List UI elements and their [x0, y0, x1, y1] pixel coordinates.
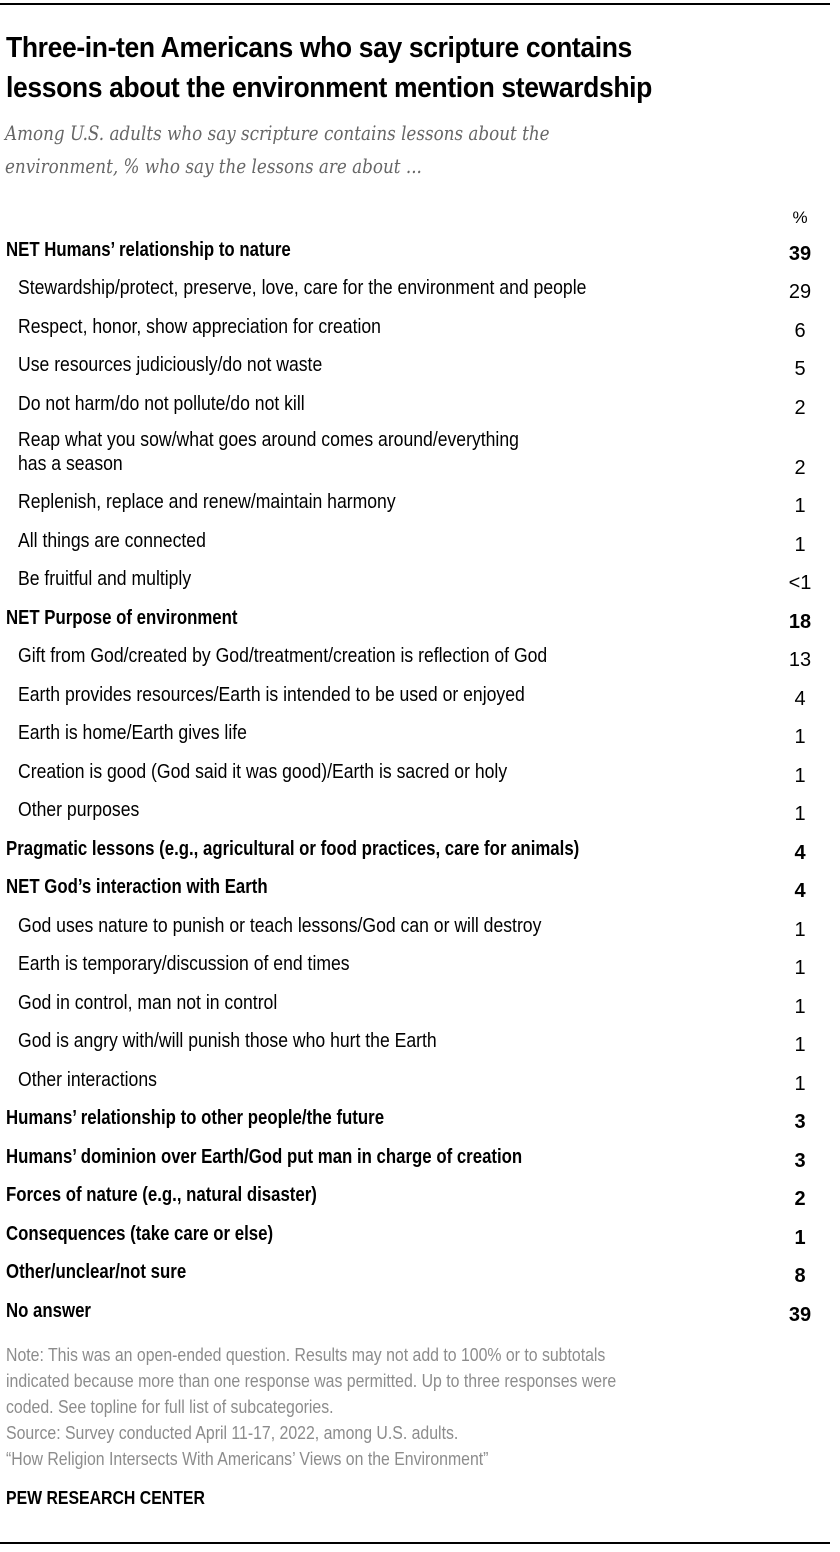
row-label-line: Do not harm/do not pollute/do not kill	[18, 392, 305, 415]
row-value: 29	[788, 281, 812, 303]
table-row	[0, 562, 840, 601]
table-row	[0, 754, 840, 793]
table-row	[0, 386, 840, 425]
row-label-line: Humans’ relationship to other people/the future	[6, 1107, 385, 1129]
row-label	[6, 1183, 317, 1207]
row-value: 1	[794, 495, 806, 517]
row-label-line: Other interactions	[18, 1068, 157, 1091]
row-label	[18, 644, 547, 668]
top-rule	[0, 3, 830, 5]
row-value: <1	[788, 572, 812, 594]
row-label	[6, 1106, 384, 1130]
table-row	[0, 425, 840, 485]
row-value: 2	[794, 1188, 806, 1210]
row-value: 39	[788, 242, 812, 265]
table-row	[0, 947, 840, 986]
row-label-line: No answer	[6, 1299, 91, 1322]
row-label-line: God in control, man not in control	[18, 991, 278, 1014]
row-value: 1	[794, 1226, 806, 1249]
row-value: 5	[794, 358, 806, 380]
bottom-rule	[0, 1542, 830, 1544]
row-value: 2	[794, 396, 806, 419]
row-value: 1	[794, 1034, 806, 1056]
table-row	[0, 1024, 840, 1063]
table-row	[0, 485, 840, 524]
table-row	[0, 985, 840, 1024]
row-label	[18, 1029, 437, 1053]
row-label	[6, 1145, 522, 1169]
table-row	[0, 523, 840, 562]
table-row	[0, 1101, 840, 1140]
row-label-line: Reap what you sow/what goes around comes around/everything	[18, 428, 519, 451]
row-label	[18, 315, 381, 339]
table-row	[0, 232, 840, 271]
row-label	[6, 837, 579, 861]
row-label-line: Pragmatic lessons (e.g., agricultural or food practices, care for animals)	[6, 837, 580, 860]
note-line-3: coded. See topline for full list of subcategories.	[6, 1397, 334, 1417]
row-value: 8	[794, 1265, 806, 1287]
chart-title	[6, 28, 769, 108]
row-label-line: NET Humans’ relationship to nature	[6, 238, 291, 261]
table-row	[0, 348, 840, 387]
row-value: 4	[794, 841, 806, 864]
row-label	[18, 392, 305, 416]
row-value: 18	[788, 610, 812, 633]
table-row	[0, 309, 840, 348]
report-title: “How Religion Intersects With Americans’ Views on the Environment”	[6, 1449, 489, 1469]
row-value: 39	[788, 1303, 812, 1326]
row-value: 4	[794, 687, 806, 710]
chart-subtitle	[5, 117, 710, 183]
row-value: 13	[788, 649, 812, 671]
table-row	[0, 1178, 840, 1217]
row-label-line: Earth is temporary/discussion of end times	[18, 953, 350, 975]
row-label	[18, 683, 525, 707]
row-value: 1	[794, 957, 806, 979]
row-label-line: Earth provides resources/Earth is intended to be used or enjoyed	[18, 683, 525, 706]
row-label	[18, 914, 541, 938]
row-value: 3	[794, 1111, 806, 1133]
data-table	[0, 232, 840, 1332]
row-label-line: Forces of nature (e.g., natural disaster)	[6, 1184, 317, 1206]
row-value: 3	[794, 1149, 806, 1172]
table-row	[0, 793, 840, 832]
row-label	[18, 490, 396, 514]
row-label	[6, 875, 268, 899]
row-label	[18, 991, 277, 1015]
row-value: 2	[794, 456, 806, 479]
table-row	[0, 639, 840, 678]
table-row	[0, 1255, 840, 1294]
row-value: 4	[794, 880, 806, 902]
title-line-1: Three-in-ten Americans who say scripture contains	[6, 32, 632, 64]
row-value: 1	[794, 533, 806, 556]
row-label-line: NET God’s interaction with Earth	[6, 876, 268, 898]
table-row	[0, 271, 840, 310]
row-label	[18, 428, 519, 476]
table-row	[0, 716, 840, 755]
row-value: 1	[794, 918, 806, 941]
row-label	[18, 353, 322, 377]
brand-logo-text: PEW RESEARCH CENTER	[6, 1488, 205, 1508]
row-label-line: Be fruitful and multiply	[18, 568, 192, 590]
table-row	[0, 831, 840, 870]
row-label	[18, 952, 350, 976]
row-label	[6, 1299, 91, 1323]
row-label	[6, 1222, 273, 1246]
row-label	[18, 276, 586, 300]
row-value: 1	[794, 764, 806, 787]
row-label-line: Stewardship/protect, preserve, love, care for the environment and people	[18, 277, 587, 299]
row-label-line: God is angry with/will punish those who hurt the Earth	[18, 1030, 437, 1052]
row-label	[18, 1068, 157, 1092]
row-label	[18, 760, 507, 784]
row-label	[18, 721, 247, 745]
table-row	[0, 1062, 840, 1101]
row-value: 6	[794, 319, 806, 342]
row-label-line: Replenish, replace and renew/maintain harmony	[18, 491, 396, 513]
subtitle-line-2: environment, % who say the lessons are about ...	[5, 155, 422, 178]
subtitle-line-1: Among U.S. adults who say scripture contains lessons about the	[5, 122, 550, 145]
row-value: 1	[794, 1072, 806, 1095]
row-label	[6, 606, 237, 630]
row-label	[18, 798, 139, 822]
row-value: 1	[794, 726, 806, 748]
row-label-line: has a season	[18, 452, 123, 475]
table-row	[0, 870, 840, 909]
row-label	[18, 567, 191, 591]
row-label-line: Other/unclear/not sure	[6, 1261, 187, 1283]
title-line-2: lessons about the environment mention stewardship	[6, 72, 652, 104]
row-label-line: Respect, honor, show appreciation for creation	[18, 315, 381, 338]
note-line-2: indicated because more than one response was permitted. Up to three responses were	[6, 1371, 617, 1391]
row-label-line: God uses nature to punish or teach lessons/God can or will destroy	[18, 914, 542, 937]
row-label	[6, 238, 291, 262]
row-label-line: All things are connected	[18, 529, 206, 552]
row-label-line: Other purposes	[18, 799, 140, 821]
row-label	[18, 529, 206, 553]
table-row	[0, 1139, 840, 1178]
row-value: 1	[794, 803, 806, 825]
row-label-line: Creation is good (God said it was good)/Earth is sacred or holy	[18, 760, 508, 783]
source-line: Source: Survey conducted April 11-17, 2022, among U.S. adults.	[6, 1423, 459, 1443]
row-label-line: Gift from God/created by God/treatment/creation is reflection of God	[18, 645, 548, 667]
percent-column-header: %	[792, 208, 808, 227]
table-row	[0, 677, 840, 716]
row-label-line: Earth is home/Earth gives life	[18, 722, 247, 744]
table-row	[0, 1216, 840, 1255]
row-label	[6, 1260, 186, 1284]
row-label-line: Use resources judiciously/do not waste	[18, 354, 323, 376]
chart-notes	[6, 1342, 798, 1472]
note-line-1: Note: This was an open-ended question. Results may not add to 100% or to subtotals	[6, 1345, 606, 1365]
row-label-line: NET Purpose of environment	[6, 606, 238, 629]
row-label-line: Humans’ dominion over Earth/God put man in charge of creation	[6, 1145, 523, 1168]
row-value: 1	[794, 995, 806, 1018]
table-row	[0, 600, 840, 639]
table-row	[0, 908, 840, 947]
row-label-line: Consequences (take care or else)	[6, 1222, 274, 1245]
table-row	[0, 1293, 840, 1332]
